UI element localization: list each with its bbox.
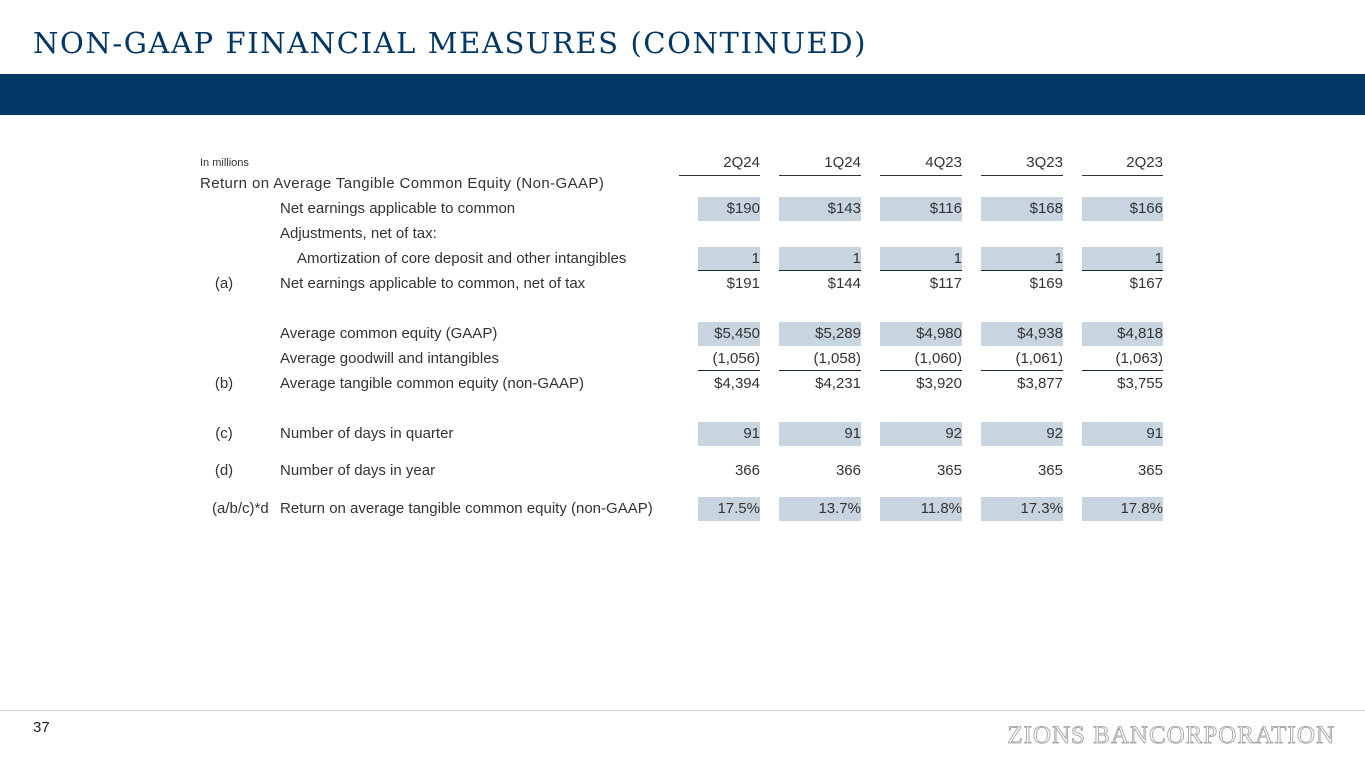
- value-cell: $5,289: [779, 322, 861, 346]
- value-cell: (1,060): [880, 347, 962, 371]
- value-cell: 91: [698, 422, 760, 446]
- value-cell: 1: [698, 247, 760, 271]
- value-cell: $168: [981, 197, 1063, 221]
- table-row: [0, 459, 1365, 483]
- value-cell: $116: [880, 197, 962, 221]
- column-header: 3Q23: [981, 152, 1063, 176]
- value-cell: 91: [1082, 422, 1163, 446]
- row-label: Number of days in quarter: [280, 425, 454, 442]
- table-row: [0, 247, 1365, 271]
- page-title: NON-GAAP FINANCIAL MEASURES (CONTINUED): [33, 26, 868, 60]
- value-cell: 365: [936, 462, 962, 479]
- value-cell: (1,058): [779, 347, 861, 371]
- title-band: [0, 74, 1365, 115]
- value-cell: $5,450: [698, 322, 760, 346]
- value-cell: 11.8%: [880, 497, 962, 521]
- value-cell: (1,061): [981, 347, 1063, 371]
- row-label: Average goodwill and intangibles: [280, 350, 500, 367]
- table-row: [0, 197, 1365, 221]
- value-cell: $4,818: [1082, 322, 1163, 346]
- row-label: Adjustments, net of tax:: [280, 225, 437, 242]
- table-row: [0, 272, 1365, 296]
- company-logo: ZIONS BANCORPORATION: [1007, 722, 1335, 749]
- row-reference: (b): [214, 375, 234, 392]
- value-cell: $4,980: [880, 322, 962, 346]
- value-cell: (1,056): [698, 347, 760, 371]
- value-cell: 365: [1037, 462, 1063, 479]
- value-cell: 1: [779, 247, 861, 271]
- row-label: Net earnings applicable to common: [280, 200, 516, 217]
- row-label: Number of days in year: [280, 462, 436, 479]
- value-cell: $167: [1129, 275, 1163, 292]
- value-cell: 17.8%: [1082, 497, 1163, 521]
- value-cell: 1: [1082, 247, 1163, 271]
- table-row: [0, 422, 1365, 446]
- row-reference: (a): [214, 275, 234, 292]
- value-cell: $169: [1029, 275, 1063, 292]
- value-cell: 17.5%: [698, 497, 760, 521]
- row-label: Average common equity (GAAP): [280, 325, 498, 342]
- table-row: [0, 497, 1365, 521]
- value-cell: 17.3%: [981, 497, 1063, 521]
- value-cell: $3,755: [1117, 375, 1163, 392]
- row-label: Net earnings applicable to common, net of tax: [280, 275, 586, 292]
- value-cell: 1: [981, 247, 1063, 271]
- value-cell: 366: [835, 462, 861, 479]
- value-cell: 91: [779, 422, 861, 446]
- footer-divider: [0, 710, 1365, 711]
- column-header: 1Q24: [779, 152, 861, 176]
- table-row: [0, 322, 1365, 346]
- row-reference: (a/b/c)*d: [212, 500, 269, 517]
- value-cell: $4,231: [815, 375, 861, 392]
- section-title-row: [0, 172, 1365, 196]
- row-label: Average tangible common equity (non-GAAP): [280, 375, 585, 392]
- value-cell: $144: [827, 275, 861, 292]
- value-cell: 366: [734, 462, 760, 479]
- row-label: Return on average tangible common equity (non-GAAP): [280, 500, 653, 517]
- value-cell: 92: [981, 422, 1063, 446]
- column-header: 4Q23: [880, 152, 962, 176]
- value-cell: 365: [1137, 462, 1163, 479]
- value-cell: (1,063): [1082, 347, 1163, 371]
- row-reference: (c): [215, 425, 233, 442]
- value-cell: 92: [880, 422, 962, 446]
- units-label: In millions: [200, 157, 249, 169]
- value-cell: $191: [726, 275, 760, 292]
- value-cell: $3,877: [1017, 375, 1063, 392]
- value-cell: $143: [779, 197, 861, 221]
- page-number: 37: [33, 719, 50, 736]
- value-cell: 1: [880, 247, 962, 271]
- column-header: 2Q23: [1082, 152, 1163, 176]
- value-cell: $4,938: [981, 322, 1063, 346]
- value-cell: 13.7%: [779, 497, 861, 521]
- row-reference: (d): [214, 462, 234, 479]
- column-header: 2Q24: [679, 152, 760, 176]
- section-title: Return on Average Tangible Common Equity (Non-GAAP): [200, 175, 605, 192]
- table-row: [0, 347, 1365, 371]
- value-cell: $117: [929, 275, 962, 292]
- table-row: [0, 222, 1365, 246]
- value-cell: $166: [1082, 197, 1163, 221]
- value-cell: $4,394: [714, 375, 760, 392]
- value-cell: $3,920: [916, 375, 962, 392]
- value-cell: $190: [698, 197, 760, 221]
- table-row: [0, 372, 1365, 396]
- row-label: Amortization of core deposit and other intangibles: [297, 250, 627, 267]
